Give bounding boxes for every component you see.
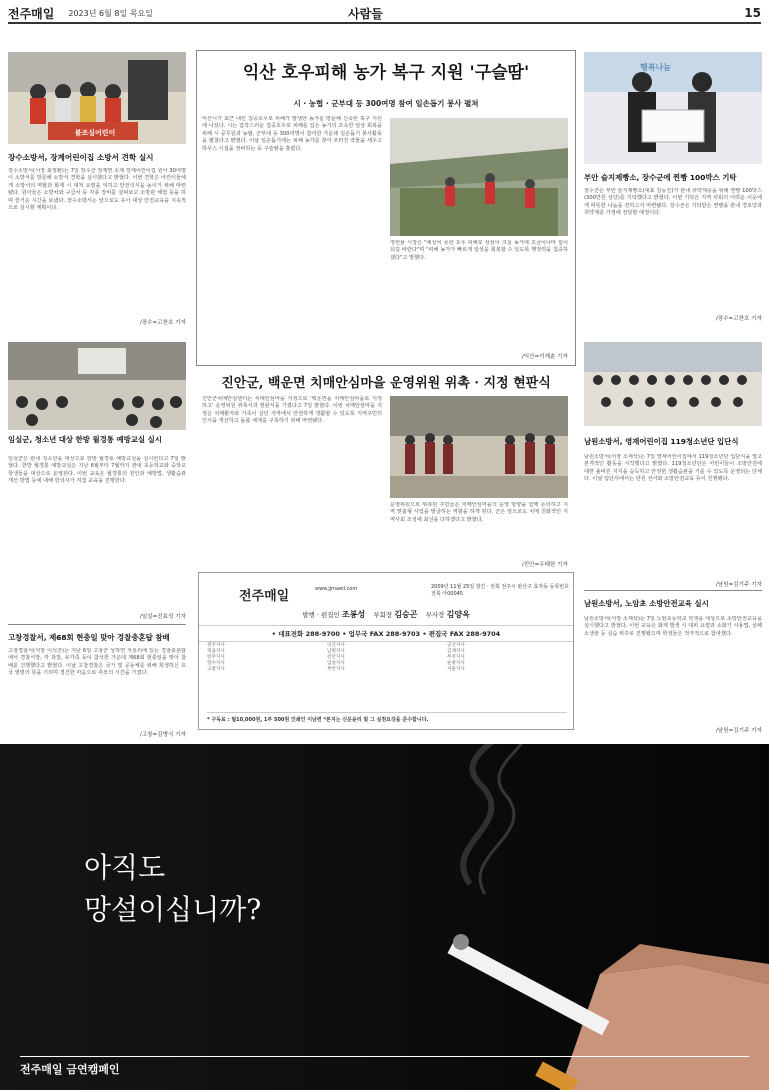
staff-label: 발행 · 편집인 — [302, 611, 340, 619]
divider — [584, 590, 762, 591]
article-byline: /남원=김기주 기자 — [715, 582, 762, 588]
branch-item: 완주지사 — [207, 655, 225, 660]
article-body: 남원소방서(서장 소재석)는 7일 영재어린이집에서 119청소년단 입단식을 열고 본격적인 활동을 시작했다고 밝혔다. 119청소년단은 어린이들이 소방안전에 대한 올바른 지식을 습득하고 안전한 생활습관을 기를 수 있도록 운영되는 단체다. 이날 입단식에서는 단원 선서와 소방안전교육 등이 진행됐다. — [584, 454, 762, 483]
article-title: 남원소방서, 노암초 소방안전교육 실시 — [584, 599, 709, 608]
divider — [8, 624, 186, 625]
article-body-continued: 운영위원으로 위촉된 주민들은 치매안심마을의 운영 방향을 함께 논의하고 지역 맞춤형 사업을 발굴하는 역할을 하게 된다. 군은 앞으로도 치매 친화적인 지역사회 조성에 최선을 다하겠다고 밝혔다. — [390, 502, 568, 523]
photo-youth-corps — [584, 342, 762, 426]
branch-item: 진안지사 — [327, 655, 345, 660]
staff-label: 부회장 — [373, 611, 393, 619]
staff-line — [199, 609, 573, 620]
branch-item: 무주지사 — [447, 655, 465, 660]
article-body: 장수군은 부안 슬지제빵소(대표 김동진)가 관내 취약계층을 위해 찐빵 100박스(300만원 상당)를 기탁했다고 밝혔다. 이번 기탁은 지역 사회의 어려운 이웃에게 따뜻한 나눔을 전하고자 마련됐다. 장수군은 기탁받은 찐빵을 관내 경로당과 취약계층 가정에 전달할 예정이다. — [584, 188, 762, 217]
article-byline: /남원=김기주 기자 — [715, 728, 762, 734]
article-title: 부안 슬지제빵소, 장수군에 찐빵 100박스 기탁 — [584, 173, 737, 182]
photo-classroom-lecture — [8, 342, 186, 430]
article-title: 남원소방서, 영재어린이집 119청소년단 입단식 — [584, 437, 739, 446]
publisher-logo: 전주매일 — [239, 589, 290, 604]
article-byline: /진안=우태한 기자 — [521, 562, 568, 568]
second-headline: 진안군, 백운면 치매안심마을 운영위원 위촉 · 지정 현판식 — [221, 376, 551, 391]
article-byline: /고창=김병식 기자 — [139, 732, 186, 738]
branch-list — [207, 643, 567, 673]
branch-item: 남원지사 — [327, 649, 345, 654]
staff-label: 부사장 — [425, 611, 445, 619]
branch-item: 전주지사 — [207, 643, 225, 648]
photo-banner-text: 불조심어린이 — [74, 129, 116, 137]
staff-name: 조봉성 — [341, 610, 366, 619]
publisher-info-box — [198, 572, 574, 730]
website-link[interactable]: www.jjmaeil.com — [315, 586, 358, 592]
article-byline: /익산=이재춘 기자 — [521, 354, 568, 360]
article-title: 고창경찰서, 제68회 현충일 맞아 경찰충혼탑 참배 — [8, 633, 170, 642]
article-byline: /장수=고찬호 기자 — [715, 316, 762, 322]
subscription-footer: * 구독료 : 월10,000원, 1부 500원 인쇄인 이남련 *본지는 신문윤리 및 그 실천요강을 준수합니다. — [207, 712, 567, 723]
photo-banner-text: 행복나눔 — [640, 63, 671, 72]
registration-info: 2009년 11월 25일 창간 · 전북 전주시 완산구 효자동 등록번호 전북 아00045 — [431, 584, 569, 597]
branch-item: 김제지사 — [447, 649, 465, 654]
article-title: 임실군, 청소년 대상 한방 월경통 예방교실 실시 — [8, 435, 162, 444]
ad-campaign-label: 전주매일 금연캠페인 — [20, 1056, 749, 1077]
masthead-rule — [8, 22, 761, 24]
branch-item: 부안지사 — [327, 667, 345, 672]
masthead-date: 2023년 6월 8일 목요일 — [68, 8, 153, 18]
branch-item: 장수지사 — [207, 661, 225, 666]
article-body: 고창경찰서(서장 이석찬)는 지난 6일 고창군 상하면 자룡리에 있는 경찰충혼탑에서 경찰서장, 각 과장, 유가족 등이 참석한 가운데 제68회 현충일을 맞아 참배를 진행했다고 밝혔다. 이날 고창경찰은 국가 및 공동체를 위해 희생하신 호국 영령의 뜻을 기리며 경건한 마음으로 추모의 시간을 가졌다. — [8, 648, 186, 677]
article-body: 임실군은 관내 청소년을 대상으로 한방 월경통 예방교실을 실시한다고 7일 밝혔다. 한방 월경통 예방교실은 지난 6월부터 7월까지 관내 초등학교와 중학교 학생들을 대상으로 운영된다. 이번 교육은 월경통의 원인과 예방법, 생활습관 개선 방법 등에 대해 한의사가 직접 교육을 진행한다. — [8, 456, 186, 485]
article-byline: /임실=진효성 기자 — [139, 614, 186, 620]
article-body: 장수소방서(서장 최정환)는 7일 장수군 장계면 소재 장계어린이집 원아 30여명이 소방서를 방문해 소방서 견학을 실시했다고 밝혔다. 이번 견학은 어린이들에게 소방서의 역할과 화재 시 대처 요령을 익히고 안전의식을 높이기 위해 마련됐다. 원아들은 소방차와 구급차 등 각종 장비를 살펴보고 소방관 체험 등을 하며 즐거운 시간을 보냈다. 장수소방서는 앞으로도 유아 대상 안전교육을 지속적으로 실시할 계획이다. — [8, 168, 186, 212]
branch-item: 순창지사 — [447, 661, 465, 666]
lead-headline: 익산 호우피해 농가 복구 지원 '구슬땀' — [242, 63, 530, 83]
contact-phones: • 대표전화 288-9700 • 업무국 FAX 288-9703 • 편집국 FAX 288-9704 — [199, 625, 573, 642]
photo-farm-recovery — [390, 118, 568, 236]
branch-item: 임실지사 — [327, 661, 345, 666]
photo-dementia-ceremony — [390, 396, 568, 498]
staff-name: 김양옥 — [446, 610, 470, 619]
branch-item: 서울지사 — [447, 667, 465, 672]
branch-item: 익산지사 — [327, 643, 345, 648]
ad-headline-line1: 아직도 — [84, 851, 166, 884]
lead-article-body-continued: 정헌율 시장은 "예상치 못한 호우 피해로 상심이 크실 농가에 조금이나마 힘이 되길 바란다"며 "피해 농가가 빠르게 일상을 회복할 수 있도록 행정력을 집중하겠다"고 말했다. — [390, 240, 568, 261]
branch-item: 정읍지사 — [207, 649, 225, 654]
branch-item: 고창지사 — [207, 667, 225, 672]
article-title: 장수소방서, 장계어린이집 소방서 견학 실시 — [8, 153, 154, 162]
article-byline: /장수=고찬호 기자 — [139, 320, 186, 326]
article-body: 남원소방서(서장 소재석)는 7일 노암초등학교 학생을 대상으로 소방안전교육을 실시했다고 밝혔다. 이번 교육은 화재 발생 시 대피 요령과 소화기 사용법, 심폐소생술 등 실습 위주로 진행됐으며 학생들은 적극적으로 참여했다. — [584, 616, 762, 637]
masthead — [8, 4, 761, 22]
page-number: 15 — [744, 6, 761, 20]
staff-name: 김승곤 — [394, 610, 418, 619]
section-title: 사람들 — [348, 6, 383, 21]
article-body: 진안군치매안심센터는 치매안심마을 지정으로 '백운면을 치매안심마을로 지정하고' 운영위원 위촉식과 현판식을 가졌다고 7일 밝혔다. 이번 치매안심마을 지정은 치매환자와 가족이 살던 지역에서 안전하게 생활할 수 있도록 지역주민의 인식을 개선하고 돌봄 체계를 구축하기 위해 마련됐다. — [202, 396, 382, 425]
masthead-brand: 전주매일 — [8, 6, 55, 21]
branch-item: 군산지사 — [447, 643, 465, 648]
ad-headline-line2: 망설이십니까? — [84, 893, 262, 926]
lead-subheadline: 시 · 농협 · 군부대 등 300여명 참여 일손돕기 봉사 펼쳐 — [293, 99, 479, 108]
lead-article-body: 익산시가 최근 내린 집중호우로 피해가 발생한 농가를 방문해 신속한 복구 지원에 나섰다. 시는 갑작스러운 집중호우로 피해를 입은 농가의 조속한 일상 회복을 위해 시 공무원과 농협, 군부대 등 300여명이 참여한 가운데 일손돕기 봉사활동을 펼쳤다고 밝혔다. 이날 일손돕기에는 피해 농가를 찾아 쓰러진 작물을 세우고 하우스 시설을 정비하는 등 구슬땀을 흘렸다. — [202, 116, 382, 152]
anti-smoking-ad — [0, 744, 769, 1090]
